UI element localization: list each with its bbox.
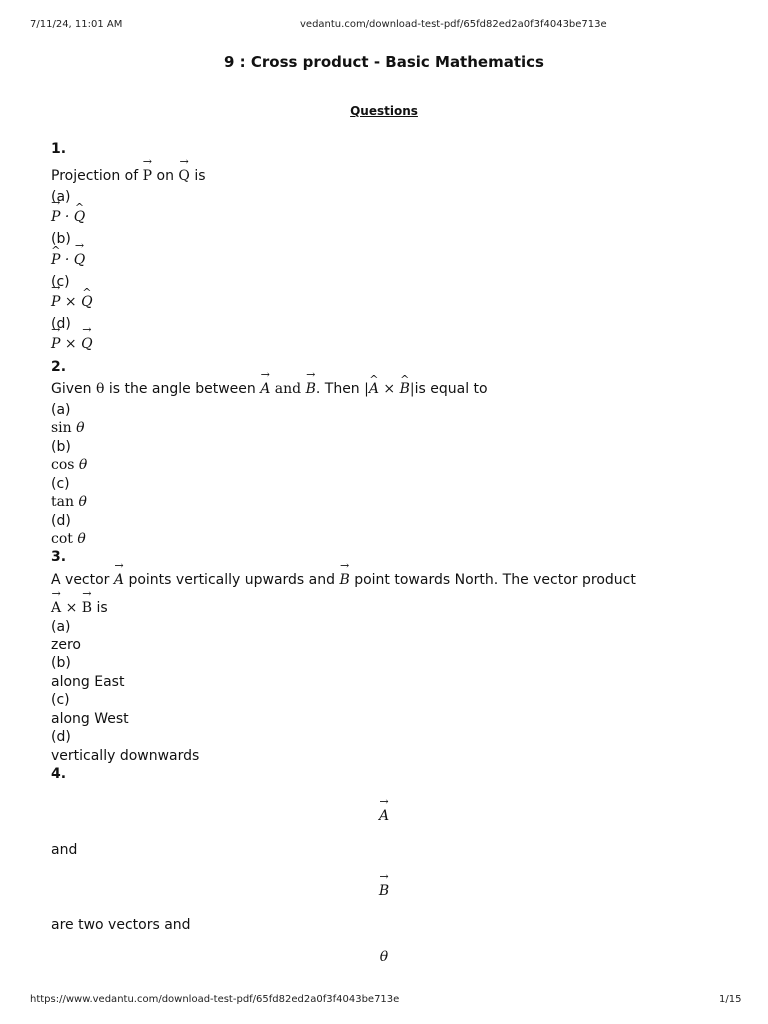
text: point towards North. The vector product — [349, 572, 636, 588]
page-title: 9 : Cross product - Basic Mathematics — [224, 53, 544, 71]
text: Projection of — [51, 168, 143, 184]
cross-operator: × — [383, 381, 396, 397]
footer-url: https://www.vedantu.com/download-test-pdf/65fd82ed2a0f3f4043be713e — [30, 994, 400, 1005]
theta-symbol: θ — [379, 949, 389, 965]
option-label: (b) — [51, 231, 71, 247]
text: is — [92, 600, 108, 616]
theta-symbol: θ — [78, 494, 87, 510]
vector-p: → P — [143, 167, 152, 185]
option-text: zero — [51, 637, 81, 653]
cross-operator: × — [65, 600, 78, 616]
option-text: vertically downwards — [51, 748, 200, 764]
unit-p: ^ P — [51, 251, 60, 269]
abs-bar: | — [409, 381, 415, 397]
vector-b: → B — [339, 571, 349, 589]
option-math — [51, 493, 87, 511]
option-math — [51, 251, 85, 269]
option-text: along West — [51, 711, 129, 727]
text: Then — [320, 381, 365, 397]
option-label: (b) — [51, 655, 71, 671]
question-number: 1. — [51, 141, 67, 157]
vector-a: → A — [260, 380, 270, 398]
option-math — [51, 208, 85, 226]
question-number: 3. — [51, 549, 67, 565]
option-label: (b) — [51, 439, 71, 455]
fn: cos — [51, 457, 75, 473]
option-math — [51, 530, 86, 548]
theta-symbol: θ — [95, 381, 105, 397]
dot-operator: · — [64, 252, 70, 268]
display-math — [0, 807, 768, 825]
text: on — [156, 168, 179, 184]
option-math — [51, 456, 87, 474]
option-text: along East — [51, 674, 125, 690]
option-label: (d) — [51, 513, 71, 529]
text: . — [315, 381, 321, 397]
theta-symbol: θ — [77, 531, 86, 547]
option-label: (d) — [51, 729, 71, 745]
question-number: 4. — [51, 766, 67, 782]
vector-a: → A — [114, 571, 124, 589]
section-heading: Questions — [350, 104, 418, 118]
vector-p: → P — [51, 335, 60, 353]
header-url: vedantu.com/download-test-pdf/65fd82ed2a0f3f4043be713e — [300, 19, 607, 30]
cross-operator: × — [64, 294, 77, 310]
option-label: (c) — [51, 692, 70, 708]
fn: sin — [51, 420, 72, 436]
abs-bar: | — [364, 381, 369, 397]
vector-b: → B — [306, 380, 316, 398]
option-math — [51, 293, 93, 311]
unit-a: ^ A — [369, 380, 379, 398]
print-datetime: 7/11/24, 11:01 AM — [30, 19, 123, 30]
text: is equal to — [414, 381, 488, 397]
option-label: (c) — [51, 476, 70, 492]
display-math — [0, 882, 768, 900]
display-math — [0, 948, 768, 966]
option-math — [51, 335, 93, 353]
vector-a: → A — [51, 599, 61, 617]
option-label: (c) — [51, 274, 70, 290]
page-number: 1/15 — [719, 994, 742, 1005]
question-text-cont — [51, 599, 108, 617]
text: is the angle between — [104, 381, 261, 397]
fn: tan — [51, 494, 74, 510]
question-text — [51, 571, 636, 589]
vector-b: → B — [82, 599, 92, 617]
vector-b: → B — [379, 882, 389, 900]
option-label: (d) — [51, 316, 71, 332]
unit-q: ^ Q — [74, 208, 85, 226]
text: Given — [51, 381, 96, 397]
vector-p: → P — [51, 293, 60, 311]
text: is — [189, 168, 206, 184]
question-number: 2. — [51, 359, 67, 375]
vector-p: → P — [51, 208, 60, 226]
vector-a: → A — [379, 807, 389, 825]
vector-q: → Q — [74, 251, 85, 269]
option-math — [51, 419, 85, 437]
fn: cot — [51, 531, 73, 547]
text: and — [274, 381, 302, 397]
option-label: (a) — [51, 189, 71, 205]
question-text: are two vectors and — [51, 917, 191, 933]
theta-symbol: θ — [76, 420, 85, 436]
dot-operator: · — [64, 209, 70, 225]
unit-b: ^ B — [400, 380, 410, 398]
question-text — [51, 167, 206, 185]
unit-q: ^ Q — [81, 293, 92, 311]
text: A vector — [51, 572, 114, 588]
vector-q: → Q — [178, 167, 189, 185]
vector-q: → Q — [81, 335, 92, 353]
question-text — [51, 380, 488, 398]
theta-symbol: θ — [78, 457, 88, 473]
cross-operator: × — [64, 336, 77, 352]
text: points vertically upwards and — [124, 572, 340, 588]
question-text: and — [51, 842, 78, 858]
option-label: (a) — [51, 402, 71, 418]
option-label: (a) — [51, 619, 71, 635]
